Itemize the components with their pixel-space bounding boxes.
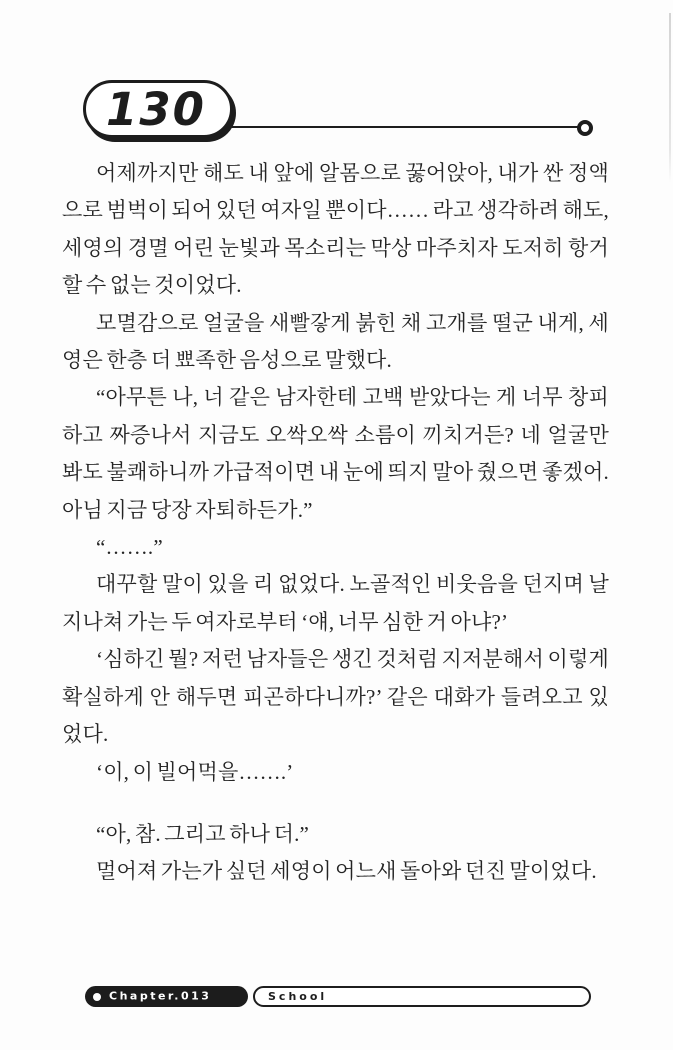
section-label: School xyxy=(268,990,328,1003)
paragraph: 대꾸할 말이 있을 리 없었다. 노골적인 비웃음을 던지며 날 지나쳐 가는 두 여자로부터 ‘얘, 너무 심한 거 아냐?’ xyxy=(62,572,609,634)
paragraph: “아, 참. 그리고 하나 더.” xyxy=(96,821,310,846)
paragraph: “아무튼 나, 너 같은 남자한테 고백 받았다는 게 너무 창피하고 짜증나서 지금도 오싹오싹 소름이 끼치거든? 네 얼굴만 봐도 불쾌하니까 가급적이면 내 눈에 띄지 말아 줬으면 좋겠어. 아님 지금 당장 자퇴하든가.” xyxy=(62,385,609,522)
novel-body-text xyxy=(62,155,609,891)
chapter-label: Chapter.013 xyxy=(109,989,212,1003)
paragraph: “…….” xyxy=(96,535,163,560)
paragraph: ‘이, 이 빌어먹을…….’ xyxy=(96,759,294,784)
page-footer xyxy=(85,986,595,1007)
scan-edge-artifact xyxy=(669,13,671,183)
header-rule-line xyxy=(225,126,580,128)
paragraph: ‘심하긴 뭘? 저런 남자들은 생긴 것처럼 지저분해서 이렇게 확실하게 안 해두면 피곤하다니까?’ 같은 대화가 들려오고 있었다. xyxy=(62,647,609,747)
bullet-dot-icon xyxy=(93,993,101,1001)
page-number: 130 xyxy=(106,82,206,136)
paragraph: 어제까지만 해도 내 앞에 알몸으로 꿇어앉아, 내가 싼 정액으로 범벅이 되어 있던 여자일 뿐이다…… 라고 생각하려 해도, 세영의 경멸 어린 눈빛과 목소리는 막상 마주치자 도저히 항거할 수 없는 것이었다. xyxy=(62,161,609,298)
paragraph: 모멸감으로 얼굴을 새빨갛게 붉힌 채 고개를 떨군 내게, 세영은 한층 더 뾰족한 음성으로 말했다. xyxy=(62,310,609,373)
section-badge xyxy=(253,986,591,1007)
paragraph: 멀어져 가는가 싶던 세영이 어느새 돌아와 던진 말이었다. xyxy=(96,859,597,884)
header-rule-end-circle-icon xyxy=(577,120,593,136)
chapter-badge xyxy=(85,986,248,1007)
page-number-badge xyxy=(83,80,233,138)
